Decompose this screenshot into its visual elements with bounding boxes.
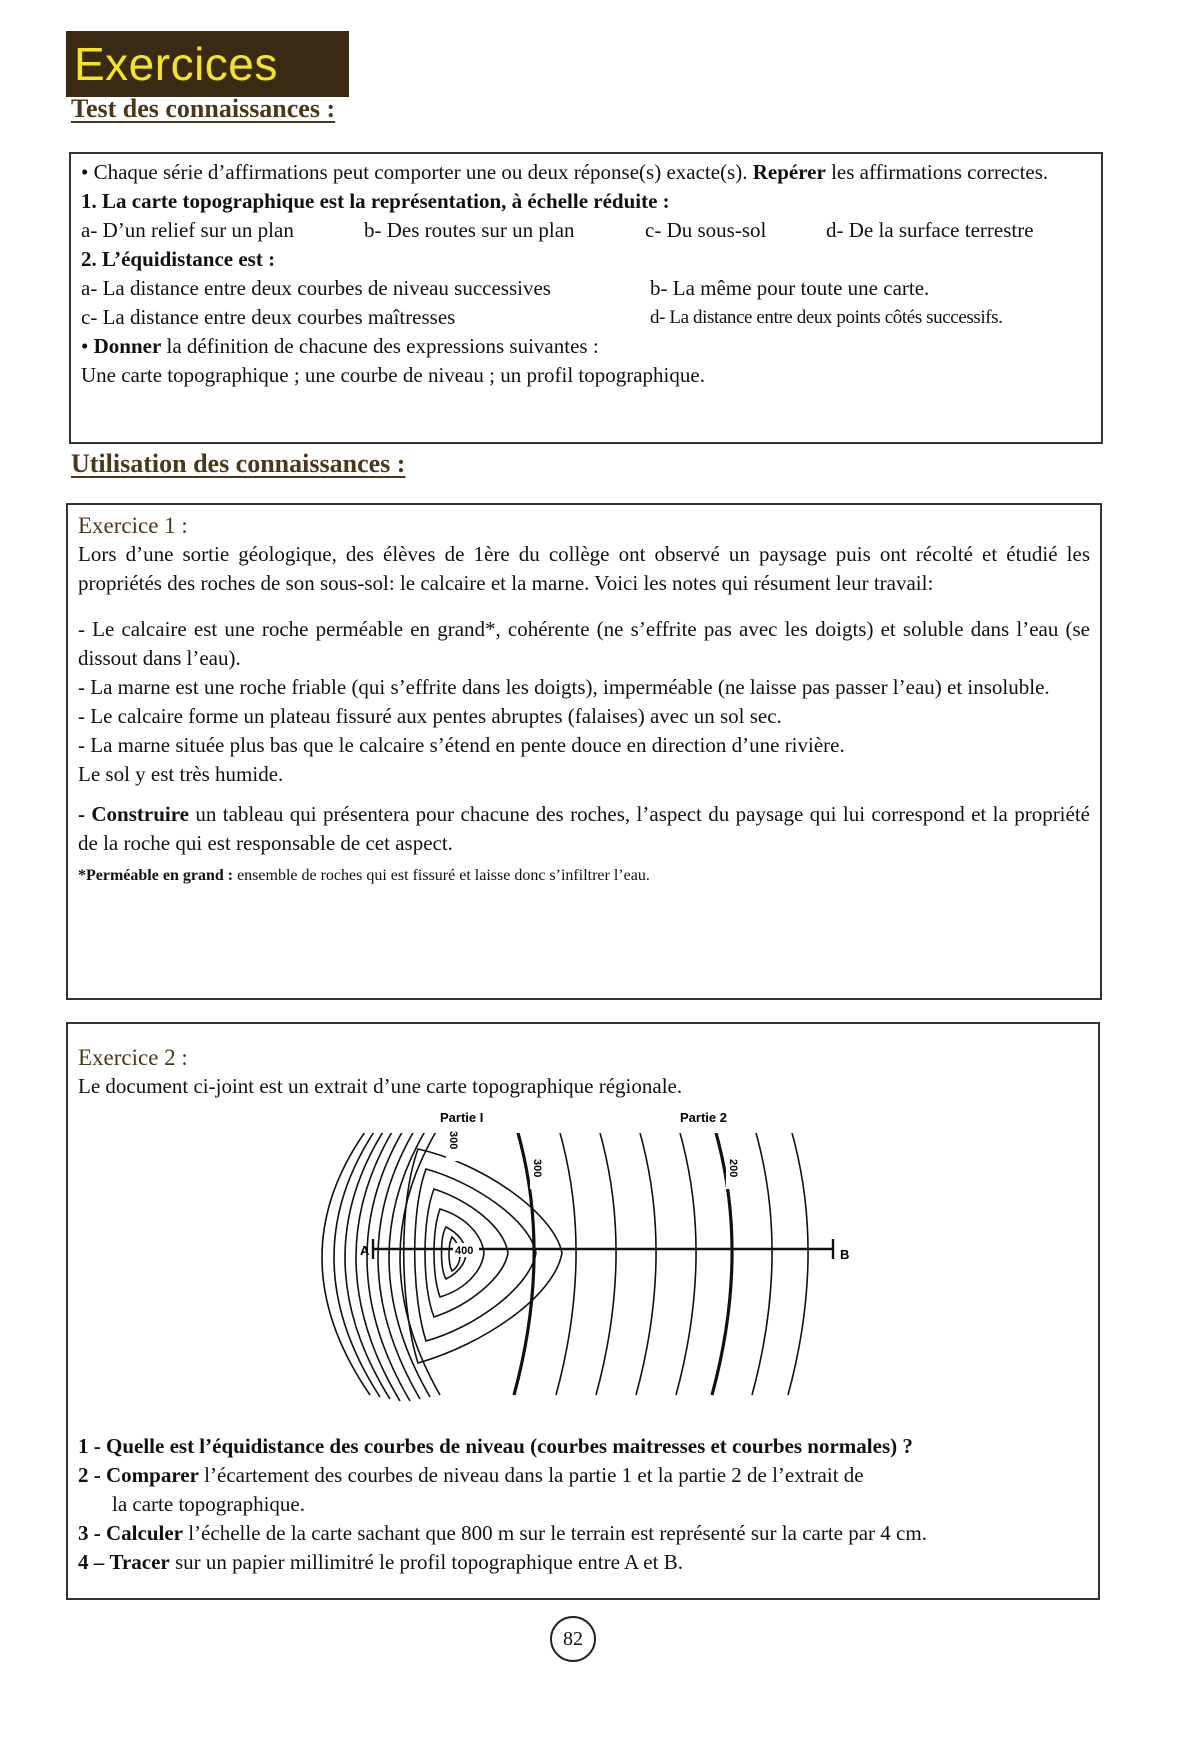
exercise1-note: Le sol y est très humide.	[78, 762, 284, 786]
test-section-title: Test des connaissances :	[71, 94, 336, 123]
exercise1-intro: Lors d’une sortie géologique, des élèves de 1ère du collège ont observé un paysage puis ont récolté et étudié les propriétés des roches de son sous-sol: le calcaire et la marne. Voici les notes qui résument leur travail:	[78, 542, 1090, 595]
q1-option-d: d- De la surface terrestre	[826, 218, 1034, 242]
q1-title: 1. La carte topographique est la représentation, à échelle réduite :	[81, 189, 670, 213]
q1-option-b: b- Des routes sur un plan	[364, 218, 575, 242]
question-1: 1 - Quelle est l’équidistance des courbes de niveau (courbes maitresses et courbes normales) ?	[78, 1434, 913, 1458]
test-instructions: • Chaque série d’affirmations peut comporter une ou deux réponse(s) exacte(s). Repérer les affirmations correctes.	[81, 160, 1049, 184]
contour-label-300: 300	[531, 1159, 543, 1178]
exercise1-note: - La marne est une roche friable (qui s’effrite dans les doigts), imperméable (ne laisse pas passer l’eau) et insoluble.	[78, 675, 1050, 699]
part2-label: Partie 2	[680, 1110, 727, 1125]
q2-option-d: d- La distance entre deux points côtés successifs.	[650, 307, 1003, 328]
exercise1-footnote: *Perméable en grand : ensemble de roches qui est fissuré et laisse donc s’infiltrer l’eau.	[78, 867, 650, 884]
exercices-banner: Exercices	[66, 31, 349, 97]
exercise1-note: - Le calcaire est une roche perméable en grand*, cohérente (ne s’effrite pas avec les doigts) et soluble dans l’eau (se dissout dans l’eau).	[78, 617, 1090, 670]
question-2: 2 - Comparer l’écartement des courbes de niveau dans la partie 1 et la partie 2 de l’extrait de	[78, 1463, 864, 1487]
part1-label: Partie I	[440, 1110, 484, 1125]
exercise1-task: - Construire un tableau qui présentera pour chacune des roches, l’aspect du paysage qui lui correspond et la propriété de la roche qui est responsable de cet aspect.	[78, 802, 1090, 855]
question-3: 3 - Calculer l’échelle de la carte sachant que 800 m sur le terrain est représenté sur la carte par 4 cm.	[78, 1521, 927, 1545]
q2-option-a: a- La distance entre deux courbes de niveau successives	[81, 276, 551, 300]
q1-option-c: c- Du sous-sol	[645, 218, 767, 242]
test-box	[69, 152, 1103, 444]
definition-terms: Une carte topographique ; une courbe de niveau ; un profil topographique.	[81, 363, 705, 387]
exercise1-note: - La marne située plus bas que le calcaire s’étend en pente douce en direction d’une rivière.	[78, 733, 845, 757]
exercise1-box	[66, 503, 1102, 1000]
q1-options	[81, 216, 1091, 245]
exercise2-box	[66, 1022, 1100, 1600]
page-number: 82	[550, 1616, 596, 1662]
q2-options-row1	[81, 274, 1091, 303]
summit-label-400: 400	[455, 1245, 474, 1257]
contour-label-200: 200	[727, 1159, 739, 1178]
q2-options-row2	[81, 303, 1091, 332]
exercise1-note: - Le calcaire forme un plateau fissuré aux pentes abruptes (falaises) avec un sol sec.	[78, 704, 782, 728]
definition-instruction: • Donner la définition de chacune des expressions suivantes :	[81, 334, 599, 358]
exercise2-intro: Le document ci-joint est un extrait d’une carte topographique régionale.	[78, 1074, 683, 1098]
q2-option-c: c- La distance entre deux courbes maîtresses	[81, 305, 456, 329]
q2-title: 2. L’équidistance est :	[81, 247, 276, 271]
exercise1-title: Exercice 1 :	[78, 513, 188, 538]
contour-label-300-part1: 300	[447, 1131, 459, 1150]
q2-option-b: b- La même pour toute une carte.	[650, 276, 930, 300]
question-4: 4 – Tracer sur un papier millimitré le profil topographique entre A et B.	[78, 1550, 683, 1574]
topographic-map	[300, 1105, 860, 1415]
exercise2-questions	[78, 1432, 1088, 1577]
usage-section-title: Utilisation des connaissances :	[71, 449, 406, 478]
question-2-continued: la carte topographique.	[112, 1492, 305, 1516]
point-b-label: B	[840, 1247, 850, 1262]
exercise2-title: Exercice 2 :	[78, 1045, 188, 1070]
point-a-label: A	[360, 1243, 370, 1258]
q1-option-a: a- D’un relief sur un plan	[81, 218, 294, 242]
